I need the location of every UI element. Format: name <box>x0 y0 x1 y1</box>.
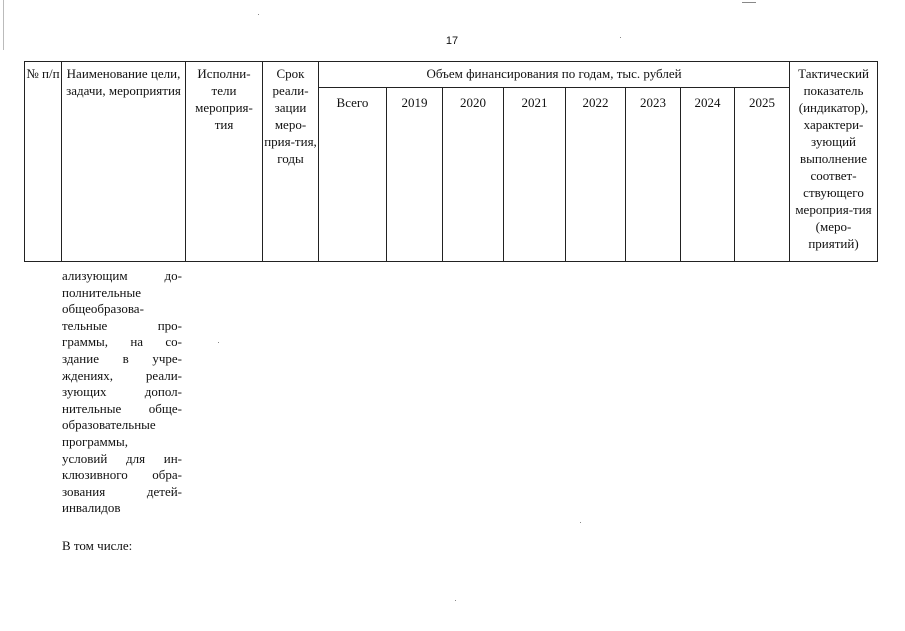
header-name: Наименование цели, задачи, мероприятия <box>62 62 186 262</box>
text-line: граммы, на со- <box>62 334 182 350</box>
header-num: № п/п <box>25 62 62 262</box>
scan-edge <box>3 0 4 50</box>
text-line: общеобразова- <box>62 301 144 317</box>
text-line: условий для ин- <box>62 450 182 466</box>
text-line: зования детей- <box>62 483 182 499</box>
text-line: тельные про- <box>62 317 182 333</box>
header-year: 2021 <box>504 88 566 262</box>
text-line: здание в учре- <box>62 350 182 366</box>
financing-table <box>24 61 878 262</box>
header-indicator: Тактический показатель (индикатор), характери-зующий выполнение соответ-ствующего мероприя-тия (меро-приятий) <box>790 62 878 262</box>
scan-speck <box>742 2 756 3</box>
header-year: 2020 <box>443 88 504 262</box>
header-year: 2024 <box>681 88 735 262</box>
header-total: Всего <box>319 88 387 262</box>
text-line: нительные обще- <box>62 400 182 416</box>
continuation-text <box>62 268 182 517</box>
scan-speck <box>455 600 456 601</box>
text-line: ализующим до- <box>62 268 182 283</box>
header-executor: Исполни-тели мероприя-тия <box>186 62 263 262</box>
scan-speck <box>218 342 219 343</box>
text-line: программы, <box>62 433 128 449</box>
text-line: ждениях, реали- <box>62 367 182 383</box>
header-term: Срок реали-зации меро-прия-тия, годы <box>263 62 319 262</box>
header-year: 2025 <box>735 88 790 262</box>
page-number: 17 <box>445 35 459 47</box>
header-year: 2019 <box>387 88 443 262</box>
text-line: зующих допол- <box>62 384 182 400</box>
text-line: инвалидов <box>62 500 121 516</box>
header-year: 2023 <box>626 88 681 262</box>
scan-speck <box>620 37 621 38</box>
text-line: образовательные <box>62 417 156 433</box>
including-label: В том числе: <box>62 538 133 553</box>
header-year: 2022 <box>566 88 626 262</box>
text-line: клюзивного обра- <box>62 467 182 483</box>
scan-speck <box>258 14 259 15</box>
text-line: полнительные <box>62 284 142 300</box>
header-funding: Объем финансирования по годам, тыс. рублей <box>319 62 790 88</box>
scan-speck <box>580 522 581 523</box>
